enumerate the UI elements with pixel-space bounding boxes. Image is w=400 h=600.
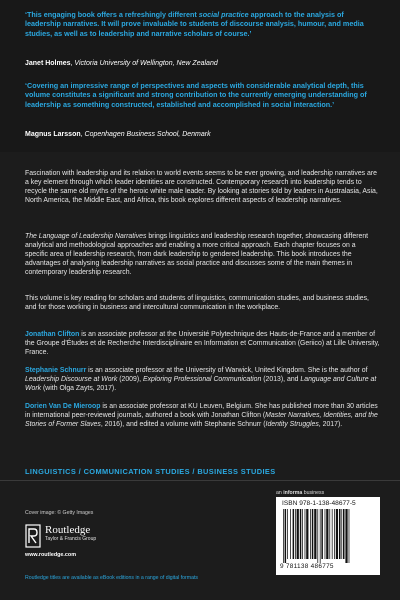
quote-1-text: ‘This engaging book offers a refreshingly different social practice approach to the analysis of leadership narratives. It will prove invaluable to students of discourse analysis, humour, and media studies, as well as to leadership and narrative scholars of course.’ <box>25 10 364 38</box>
description-paragraph-2: The Language of Leadership Narratives brings linguistics and leadership research together, showcasing different analytical and methodological approaches and enabling a more critical approach. Each chapter focuses on a specific area of leadership research, from dark leadership to gendered leadership. This book introduces the advantages of analysing leadership narratives as social practice and discusses some of the main themes in contemporary leadership research. <box>25 233 369 277</box>
barcode-box <box>276 497 380 575</box>
quote-1-affiliation: Victoria University of Wellington, New Zealand <box>74 60 218 67</box>
cover-image-credit: Cover image: © Getty Images <box>25 510 94 516</box>
subject-categories: LINGUISTICS / COMMUNICATION STUDIES / BUSINESS STUDIES <box>25 467 276 476</box>
author-bio-clifton: Jonathan Clifton is an associate professor at the Université Polytechnique des Hauts-de-France and a member of the Groupe d’Études et de Recherche Interdisciplinaire en Information et Communication (Geriico) at Lille University, France. <box>25 331 380 357</box>
quote-1-author: Janet Holmes <box>25 60 71 67</box>
informa-business-label: an informa business <box>276 490 325 496</box>
quote-panel <box>0 0 400 152</box>
isbn-label: ISBN 978-1-138-48677-5 <box>282 500 356 507</box>
description-paragraph-3: This volume is key reading for scholars and students of linguistics, communication studies, and business studies, and for those working in business and intercultural communication in the workplace. <box>25 295 369 312</box>
author-bio-van-de-mieroop: Dorien Van De Mieroop is an associate professor at KU Leuven, Belgium. She has published more than 30 articles in international peer-reviewed journals, authored a book with Jonathan Clifton (Master Narratives, Identities, and the Stories of Former Slaves, 2016), and edited a volume with Stephanie Schnurr (Identity Struggles, 2017). <box>25 403 378 429</box>
author-name: Stephanie Schnurr <box>25 367 87 374</box>
barcode-image <box>282 509 374 563</box>
divider <box>0 480 400 481</box>
routledge-logo-icon <box>25 524 41 548</box>
quote-2-attribution: Magnus Larsson, Copenhagen Business School, Denmark <box>25 131 211 138</box>
quote-2-text: ‘Covering an impressive range of perspectives and aspects with considerable analytical depth, this volume constitutes a significant and strong contribution to the currently emerging understanding of leadership as something constructed, established and accomplished in social interaction.’ <box>25 81 367 109</box>
author-bio-schnurr: Stephanie Schnurr is an associate professor at the University of Warwick, United Kingdom. She is the author of Leadership Discourse at Work (2009), Exploring Professional Communication (2013), and Language and Culture at Work (with Olga Zayts, 2017). <box>25 367 377 393</box>
publisher-website[interactable]: www.routledge.com <box>25 552 77 558</box>
barcode-digits: 9 781138 486775 <box>280 563 334 570</box>
description-paragraph-1: Fascination with leadership and its relation to world events seems to be ever growing, and leadership narratives are a key element through which leader identities are constructed. Contemporary research into leadership tends to recycle the same old myths of the heroic white male leader. By looking at stories told by leaders in Australasia, Asia, North America, the Middle East, and Africa, this book explores different aspects of leadership narratives. <box>25 170 378 205</box>
ebook-note: Routledge titles are available as eBook editions in a range of digital formats <box>25 575 199 581</box>
publisher-name: Routledge <box>45 524 91 536</box>
quote-1-attribution: Janet Holmes, Victoria University of Wellington, New Zealand <box>25 60 218 67</box>
author-name: Dorien Van De Mieroop <box>25 403 101 410</box>
publisher-group: Taylor & Francis Group <box>45 536 97 542</box>
quote-2-affiliation: Copenhagen Business School, Denmark <box>84 131 211 138</box>
author-name: Jonathan Clifton <box>25 331 80 338</box>
quote-2-author: Magnus Larsson <box>25 131 81 138</box>
